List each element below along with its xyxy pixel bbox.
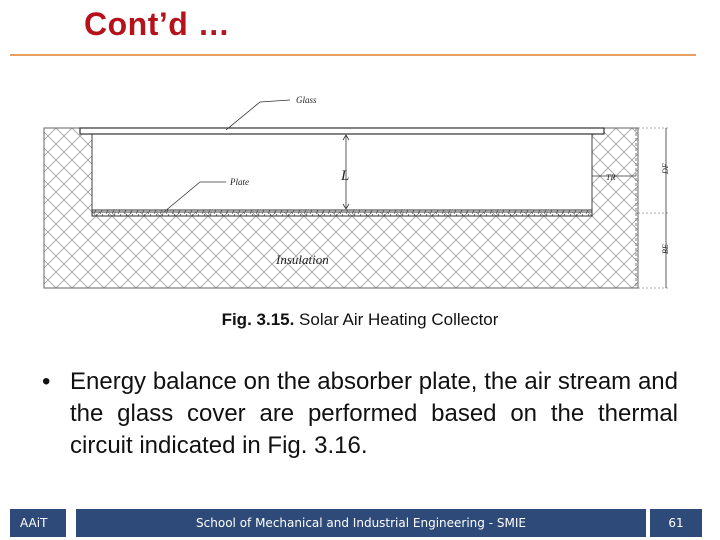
bullet-text: Energy balance on the absorber plate, the air stream and the glass cover are performed based on the thermal circuit indicated in Fig. 3.16. (70, 368, 678, 459)
glass-cover (80, 128, 604, 134)
bullet-icon: • (42, 368, 51, 395)
figure-caption-text: Solar Air Heating Collector (294, 310, 499, 329)
insulation-label: Insulation (276, 252, 329, 267)
collector-diagram (40, 88, 680, 292)
tr-label: TR (606, 173, 616, 182)
title-divider (10, 54, 696, 56)
slide-footer (10, 509, 702, 537)
page-number: 61 (650, 509, 702, 537)
footer-institution: AAiT (10, 509, 66, 537)
glass-label: Glass (296, 95, 317, 105)
bullet-point (28, 366, 678, 462)
plate-label: Plate (230, 177, 249, 187)
slide-title: Cont’d … (84, 6, 231, 42)
footer-school: School of Mechanical and Industrial Engineering - SMIE (76, 509, 646, 537)
absorber-plate (92, 210, 592, 216)
figure-caption (0, 310, 720, 330)
gap-label: L (341, 168, 350, 184)
figure-number: Fig. 3.15. (221, 310, 295, 329)
be-label: BE (661, 244, 670, 254)
df-label: DF (661, 163, 670, 174)
